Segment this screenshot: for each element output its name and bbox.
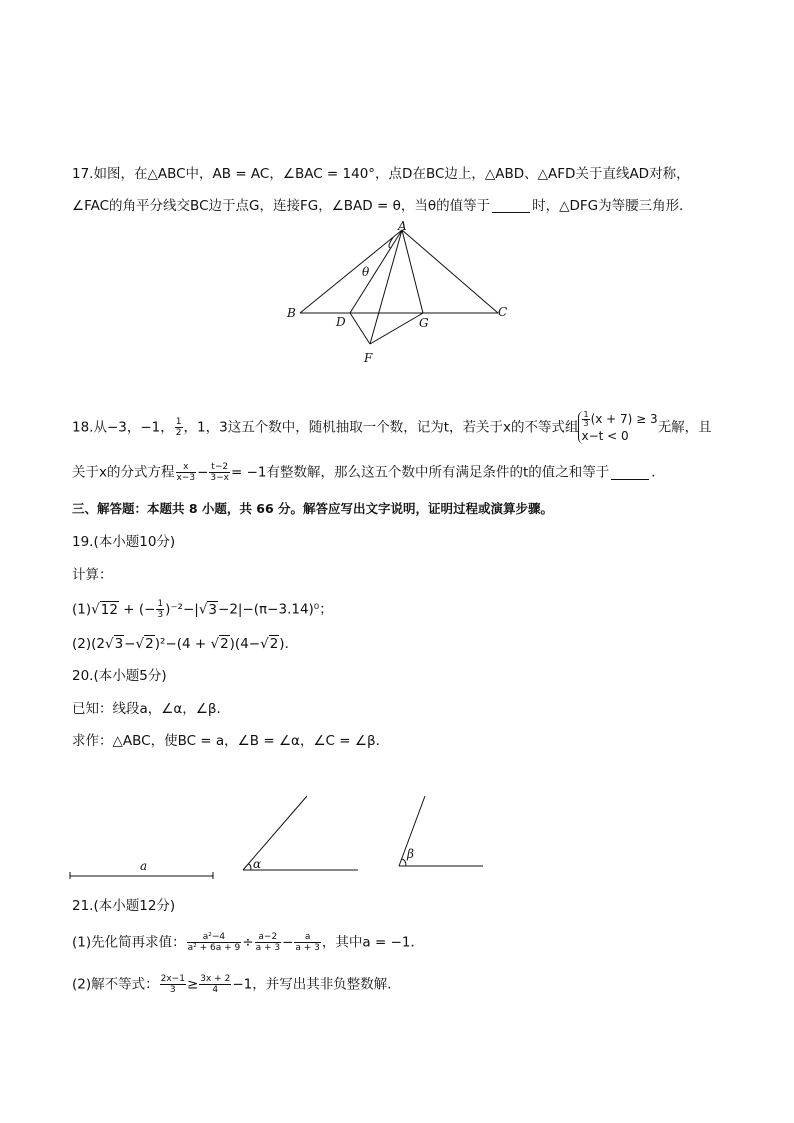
sqrt-12: 12 [100, 601, 118, 618]
frac-num: a−2 [255, 932, 282, 943]
q19-part1: (1)√12 + (− $\frac{1}{3}$ )⁻²−|√3−2|−(π−3.14)⁰； [72, 599, 333, 620]
fraction-3 [294, 932, 321, 953]
q17-text2b: 时，△DFG为等腰三角形． [532, 198, 693, 214]
expr-part: )． [279, 636, 299, 652]
minus-sign: − [197, 464, 209, 481]
fraction-2 [255, 932, 282, 953]
frac-num: a [294, 932, 321, 943]
alpha-arc [248, 864, 251, 870]
expr-part: −1，并写出其非负整数解． [232, 976, 401, 993]
fraction-1 [187, 932, 242, 953]
expr-part: )⁻²−| [165, 601, 199, 618]
frac-den: a + 3 [295, 943, 320, 953]
sqrt-3: 3 [208, 601, 218, 618]
frac-den: 3 [157, 610, 164, 620]
frac-den: 3−x [210, 473, 229, 483]
label-alpha: α [253, 857, 262, 871]
q17-text1: 17.如图，在△ABC中，AB = AC，∠BAC = 140°，点D在BC边上，△ABD、△AFD关于直线AD对称， [72, 166, 690, 182]
sqrt-2: 2 [220, 636, 229, 652]
label-a: A [398, 219, 407, 233]
expr-part: )²−(4 + [154, 636, 211, 652]
fraction-1 [176, 462, 197, 483]
sqrt-2: 2 [269, 636, 279, 652]
label-a: a [140, 859, 148, 873]
fraction-2 [199, 974, 231, 995]
fraction-half [175, 417, 183, 438]
q17-line1 [72, 164, 690, 184]
segment-fg [370, 313, 423, 344]
answer-blank[interactable] [492, 198, 530, 213]
sqrt-2: 2 [145, 636, 154, 652]
q20-title: 20.(本小题5分) [72, 668, 167, 684]
part-label: (1) [72, 601, 92, 618]
segment-df [350, 313, 370, 344]
inequality-2: x−t < 0 [581, 429, 629, 443]
section-heading: 三、解答题：本题共 8 小题，共 66 分。解答应写出文字说明，证明过程或演算步骤。 [72, 501, 554, 516]
q17-text2a: ∠FAC的角平分线交BC边于点G，连接FG，∠BAD = θ，当θ的值等于 [72, 198, 491, 214]
triangle-figure [280, 218, 520, 368]
answer-blank[interactable] [611, 465, 649, 480]
fraction-third [156, 599, 164, 620]
q19-instruction: 计算： [72, 567, 113, 583]
expr-part: −2|−(π−3.14)⁰； [218, 601, 333, 618]
frac-den: 3 [583, 419, 589, 428]
frac-num: 1 [583, 410, 589, 419]
label-c: C [498, 305, 508, 319]
segment-ab [300, 230, 402, 313]
q18-line1 [72, 411, 712, 444]
q21-title: 21.(本小题12分) [72, 898, 176, 914]
frac-den: a + 3 [255, 943, 281, 953]
q18-text1b: ，1，3这五个数中，随机抽取一个数，记为t，若关于x的不等式组 [183, 419, 579, 436]
fraction-1 [160, 974, 186, 995]
frac-num: 1 [157, 599, 164, 609]
inequality-system [578, 411, 657, 444]
q18-text2b: = −1有整数解，那么这五个数中所有满足条件的t的值之和等于 [231, 464, 610, 481]
part-label: (1)先化简再求值： [72, 934, 186, 951]
q18-text2c: ． [651, 464, 665, 481]
q21-part1 [72, 932, 424, 953]
expr-part: ，其中a = −1． [321, 934, 424, 951]
frac-den: 2 [175, 428, 182, 438]
expr-part: )(4− [229, 636, 261, 652]
frac-num: t−2 [211, 462, 229, 472]
q20-task: 求作：△ABC，使BC = a，∠B = ∠α，∠C = ∠β． [72, 733, 390, 749]
label-b: B [287, 306, 296, 320]
q19-part2: (2)(2√3−√2)²−(4 + √2)(4−√2)． [72, 636, 299, 652]
q17-line2 [72, 196, 693, 216]
q20-known: 已知：线段a，∠α，∠β． [72, 701, 230, 717]
label-d: D [336, 315, 346, 329]
inequality-1: (x + 7) ≥ 3 [590, 412, 658, 426]
frac-den: a² + 6a + 9 [187, 943, 241, 953]
q19-title: 19.(本小题10分) [72, 534, 176, 550]
segment-ac [402, 230, 498, 313]
construction-figures [60, 790, 500, 880]
q18-text2a: 关于x的分式方程 [72, 464, 175, 481]
frac-den: 4 [212, 985, 219, 995]
minus-sign: − [282, 934, 294, 951]
beta-arc [402, 859, 406, 866]
expr-part: + (− [118, 601, 156, 618]
sqrt-3: 3 [114, 636, 124, 652]
q21-part2 [72, 974, 401, 995]
frac-den: x−3 [176, 473, 196, 483]
divide-sign: ÷ [242, 934, 254, 951]
segment-af [370, 230, 402, 344]
segment-ad [350, 230, 402, 313]
q18-text1c: 无解，且 [657, 419, 712, 436]
label-f: F [364, 351, 373, 365]
frac-num: 2x−1 [160, 974, 185, 984]
frac-num: 3x + 2 [200, 974, 231, 984]
ge-sign: ≥ [186, 976, 199, 993]
segment-ag [402, 230, 423, 313]
label-beta: β [407, 847, 414, 861]
frac-num: 1 [175, 417, 182, 427]
frac-den: 3 [169, 985, 176, 995]
label-g: G [419, 316, 429, 330]
part-label: (2)解不等式： [72, 976, 159, 993]
expr-part: (2)(2 [72, 636, 105, 652]
expr-part: − [124, 636, 136, 652]
q18-line2 [72, 462, 665, 483]
label-theta: θ [362, 265, 370, 279]
frac-num: x [176, 462, 197, 473]
frac-num: a²−4 [187, 932, 242, 943]
fraction-third [582, 411, 589, 428]
q18-text1a: 18.从−3，−1， [72, 419, 174, 436]
fraction-2 [209, 462, 230, 483]
